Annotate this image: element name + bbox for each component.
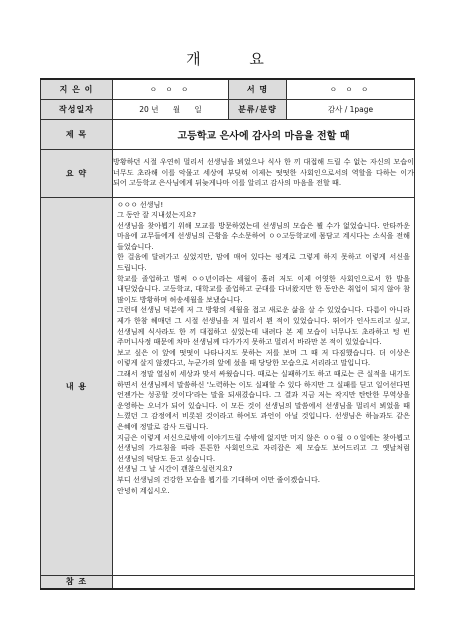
- date-label: 작성일자: [41, 99, 113, 119]
- date-day: 일: [194, 104, 202, 114]
- category-label: 분류/분량: [229, 99, 287, 119]
- content-paragraph: 선생님 그 날 시간이 괜찮으실런지요?: [117, 464, 233, 474]
- signer-value: ㅇ ㅇ ㅇ: [287, 79, 415, 99]
- overview-table: [40, 78, 415, 590]
- signer-label: 서 명: [229, 79, 287, 99]
- summary-label: 요 약: [41, 149, 113, 197]
- content-paragraph: 보고 싶은 이 앞에 떳떳이 나타나지도 못하는 저를 보며 그 때 저 다짐했습니다. 더 이상은 이렇게 살지 않겠다고, 누군가의 앞에 섰을 때 당당한 모습으로 서리라고 말입니다.: [117, 347, 410, 368]
- content-paragraph: ㅇㅇㅇ 선생님!: [117, 199, 164, 209]
- content-paragraph: 그런데 선생님 덕분에 저 그 방황의 세월을 접고 새로운 삶을 살 수 있었습니다. 다름이 아니라 제가 한참 헤매던 그 시절 선생님을 저 멀리서 뵌 적이 있었습니다. 뛰어가 인사드리고 싶고, 선생님께 식사라도 한 끼 대접하고 싶었는데 내려다 본 제 모습이 너무나도 초라하고 텅 빈 주머니사정 때문에 차마 선생님께 다가가지 못하고 멀리서 바라만 본 적이 있었습니다.: [117, 305, 410, 347]
- subject-label: 제 목: [41, 119, 113, 149]
- category-value: 감사 / 1page: [287, 99, 415, 119]
- content-paragraph: 안녕히 계십시오.: [117, 485, 170, 495]
- content-paragraph: 학교를 졸업하고 벌써 ㅇㅇ년이라는 세월이 흘러 저도 이제 어엿한 사회인으로서 한 발을 내딛었습니다. 고등학교, 대학교를 졸업하고 군대를 다녀왔지만 한 동안은 취업이 되지 않아 참 많이도 방황하며 허송세월을 보냈습니다.: [117, 273, 410, 304]
- content-paragraph: 부디 선생님의 건강한 모습을 뵙기를 기대하며 이만 줄이겠습니다.: [117, 474, 321, 484]
- content-paragraph: 한 걸음에 달려가고 싶었지만, 맘에 매여 있다는 핑계로 그렇게 하지 못하고 이렇게 서신을 드립니다.: [117, 252, 410, 273]
- date-year: 20 년: [139, 104, 159, 114]
- date-row: [41, 99, 415, 119]
- date-month: 월: [172, 104, 181, 114]
- content-row: [41, 197, 415, 575]
- summary-row: [41, 149, 415, 197]
- author-row: [41, 79, 415, 99]
- reference-label: 참 조: [41, 575, 113, 589]
- reference-row: [41, 575, 415, 589]
- author-value: ㅇ ㅇ ㅇ: [113, 79, 229, 99]
- content-paragraph: 지금은 이렇게 서신으로밖에 이야기드릴 수밖에 없지만 머지 않은 ㅇㅇ월 ㅇㅇ일에는 찾아뵙고 선생님의 가르침을 따라 튼튼한 사회인으로 자리잡은 제 모습도 보여드리고 그 옛날처럼 선생님의 덕담도 듣고 싶습니다.: [117, 432, 410, 463]
- document-title: 개 요: [186, 50, 286, 68]
- summary-text: 방황하던 시절 우연히 멀리서 선생님을 뵈었으나 식사 한 끼 대접해 드릴 수 없는 자신의 모습이 너무도 초라해 이를 악물고 세상에 부딪혀 이제는 떳떳한 사회인으로서의 역할을 다하는 이가 되어 고등학교 은사님에게 뒤늦게나마 이를 알리고 감사의 마음을 전할 때.: [113, 149, 415, 197]
- content-paragraph: 그 동안 잘 지내셨는지요?: [117, 210, 197, 220]
- subject-row: [41, 119, 415, 149]
- author-label: 지 은 이: [41, 79, 113, 99]
- subject-value: 고등학교 은사에 감사의 마음을 전할 때: [113, 119, 415, 149]
- content-label: 내 용: [41, 197, 113, 575]
- content-paragraph: 선생님을 찾아뵙기 위해 모교를 방문하였는데 선생님의 모습은 뵐 수가 없었습니다. 안타까운 마음에 교무들에게 선생님의 근황을 수소문하여 ㅇㅇ고등학교에 몸담고 계시다는 소식을 전해 들었습니다.: [117, 220, 410, 251]
- reference-value: [113, 575, 415, 589]
- content-body: [113, 197, 415, 575]
- content-paragraph: 그래서 정말 열심히 세상과 맞서 싸웠습니다. 때로는 실패하기도 하고 때로는 큰 실적을 내기도 하면서 선생님께서 말씀하신 '노력하는 이도 실패할 수 있다 하지만 그 실패를 딛고 일어선다면 언젠가는 성공할 것이다'라는 말을 되새겼습니다. 그 결과 지금 저는 작지만 탄탄한 무역상을 운영하는 오너가 되어 있습니다. 이 모든 것이 선생님의 말씀에서 선생님을 멀리서 뵈었을 때 느꼈던 그 감정에서 비롯된 것이라고 하여도 과언이 아닐 것입니다. 선생님은 하늘과도 같은 은혜에 정말로 감사 드립니다.: [117, 369, 410, 431]
- date-value: [113, 99, 229, 119]
